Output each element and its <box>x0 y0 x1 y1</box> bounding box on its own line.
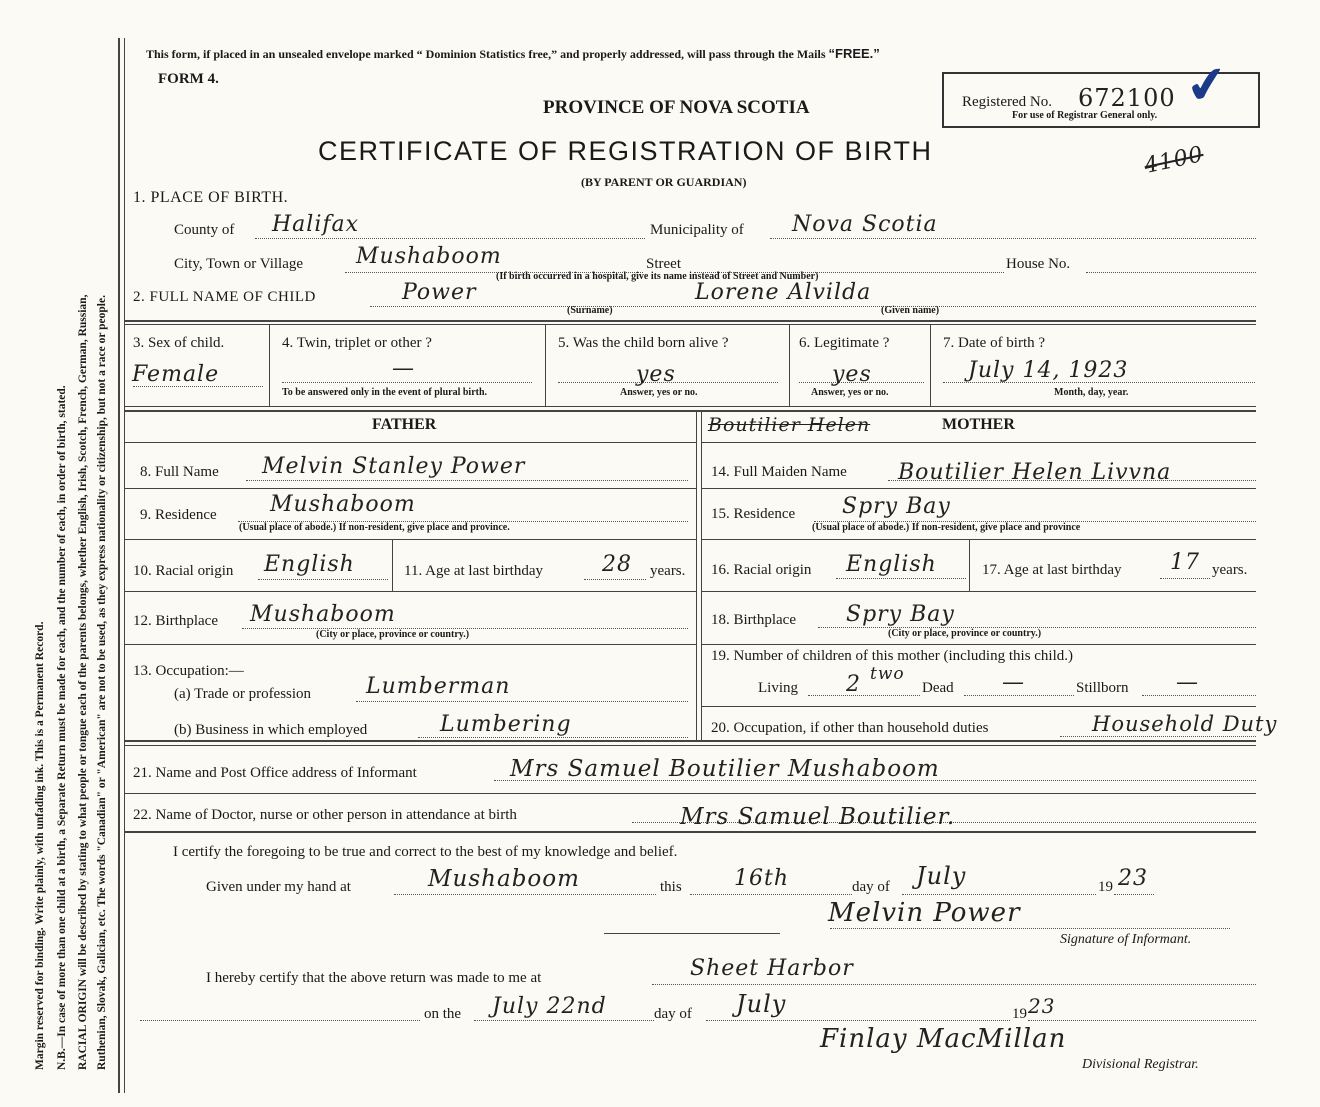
father-trade-value: Lumberman <box>366 674 511 699</box>
mother-racial-label: 16. Racial origin <box>711 562 812 578</box>
father-birthplace-note: (City or place, province or country.) <box>316 629 470 640</box>
margin-rule <box>118 38 120 1093</box>
father-racial-value: English <box>264 552 355 577</box>
mother-name-value: Boutilier Helen Livvna <box>898 460 1172 485</box>
municipality-label: Municipality of <box>650 222 744 238</box>
mother-name-label: 14. Full Maiden Name <box>711 464 847 480</box>
twin-value: — <box>392 356 415 381</box>
stillborn-value: — <box>1176 670 1199 695</box>
city-label: City, Town or Village <box>174 256 304 272</box>
registration-month-value: July <box>736 990 787 1018</box>
registration-year-prefix: 19 <box>1012 1006 1027 1022</box>
doctor-label: 22. Name of Doctor, nurse or other person in attendance at birth <box>133 807 517 823</box>
registration-day-value: July 22nd <box>492 994 607 1019</box>
margin-rule-inner <box>124 38 125 1093</box>
registrar-statement: I hereby certify that the above return was made to me at <box>206 970 542 986</box>
mother-occupation-label: 20. Occupation, if other than household duties <box>711 720 989 736</box>
margin-note-racial-origin-2: Ruthenian, Slovak, Galician, etc. The words "Canadian" or "American" are not to be used, as they express nationality or citizenship, but not a race or people. <box>96 295 108 1070</box>
child-given-name-value: Lorene Alvilda <box>695 280 872 305</box>
registered-note: For use of Registrar General only. <box>1012 110 1158 121</box>
father-racial-label: 10. Racial origin <box>133 563 234 579</box>
page-title: CERTIFICATE OF REGISTRATION OF BIRTH <box>318 136 933 166</box>
struck-number: 4100 <box>1142 142 1206 179</box>
child-name-label: 2. FULL NAME OF CHILD <box>133 289 316 305</box>
doctor-value: Mrs Samuel Boutilier. <box>680 804 956 830</box>
registrar-caption: Divisional Registrar. <box>1082 1057 1199 1072</box>
surname-caption: (Surname) <box>567 305 613 316</box>
registrar-signature: Finlay MacMillan <box>820 1024 1067 1054</box>
father-age-label: 11. Age at last birthday <box>404 563 543 579</box>
mother-birthplace-label: 18. Birthplace <box>711 612 796 628</box>
registration-year-value: 23 <box>1028 994 1056 1018</box>
living-word: two <box>870 664 905 684</box>
father-birthplace-label: 12. Birthplace <box>133 613 218 629</box>
stillborn-label: Stillborn <box>1076 680 1129 696</box>
checkmark-icon: ✔ <box>1182 54 1232 116</box>
legitimate-value: yes <box>832 362 872 387</box>
father-birthplace-value: Mushaboom <box>250 602 396 627</box>
given-name-caption: (Given name) <box>881 305 940 316</box>
margin-note-nb: N.B.—In case of more than one child at a birth, a Separate Return must be made for each, and the number of each, in order of birth, stated. <box>56 385 68 1070</box>
father-age-unit: years. <box>650 563 686 579</box>
province-heading: PROVINCE OF NOVA SCOTIA <box>543 97 810 118</box>
father-residence-note: (Usual place of abode.) If non-resident, give place and province. <box>239 522 510 533</box>
mother-age-unit: years. <box>1212 562 1248 578</box>
father-name-value: Melvin Stanley Power <box>262 454 526 479</box>
mother-racial-value: English <box>846 552 937 577</box>
legitimate-note: Answer, yes or no. <box>811 387 889 398</box>
day-value: 16th <box>734 866 790 891</box>
page-subtitle: (BY PARENT OR GUARDIAN) <box>581 175 747 189</box>
born-alive-label: 5. Was the child born alive ? <box>558 335 729 351</box>
on-the-label: on the <box>424 1006 462 1022</box>
father-occupation-label: 13. Occupation:— <box>133 663 244 679</box>
year-prefix: 19 <box>1098 879 1113 895</box>
father-residence-value: Mushaboom <box>270 492 416 517</box>
born-alive-note: Answer, yes or no. <box>620 387 698 398</box>
born-alive-value: yes <box>636 362 676 387</box>
father-age-value: 28 <box>602 552 632 577</box>
mother-residence-label: 15. Residence <box>711 506 796 522</box>
father-heading: FATHER <box>372 416 437 433</box>
living-label: Living <box>758 680 798 696</box>
month-value: July <box>916 862 967 890</box>
informant-label: 21. Name and Post Office address of Informant <box>133 765 417 781</box>
signature-caption: Signature of Informant. <box>1060 932 1192 947</box>
twin-label: 4. Twin, triplet or other ? <box>282 335 432 351</box>
registration-day-of-label: day of <box>654 1006 692 1022</box>
sex-value: Female <box>132 362 220 387</box>
given-place-value: Mushaboom <box>428 866 580 892</box>
margin-note-racial-origin: RACIAL ORIGIN will be described by stating to what people or tongue each of the parents belongs, whether English, Irish, Scotch, French, German, Russian, <box>77 294 89 1070</box>
mother-residence-value: Spry Bay <box>842 494 951 519</box>
form-number: FORM 4. <box>158 71 219 87</box>
mother-age-value: 17 <box>1170 550 1200 575</box>
date-of-birth-note: Month, day, year. <box>1054 387 1129 398</box>
father-residence-label: 9. Residence <box>140 507 217 523</box>
house-number-label: House No. <box>1006 256 1071 272</box>
mother-birthplace-note: (City or place, province or country.) <box>888 628 1042 639</box>
date-of-birth-value: July 14, 1923 <box>968 358 1129 383</box>
legitimate-label: 6. Legitimate ? <box>799 335 890 351</box>
father-business-value: Lumbering <box>440 712 572 737</box>
registrar-place-value: Sheet Harbor <box>690 956 854 981</box>
living-value: 2 <box>846 672 861 697</box>
twin-note: To be answered only in the event of plural birth. <box>282 387 488 398</box>
mother-birthplace-value: Spry Bay <box>846 602 955 627</box>
registered-number: 672100 <box>1078 84 1176 112</box>
father-name-label: 8. Full Name <box>140 464 219 480</box>
father-trade-label: (a) Trade or profession <box>174 686 312 702</box>
mother-heading: MOTHER <box>942 416 1015 433</box>
certification-statement: I certify the foregoing to be true and correct to the best of my knowledge and belief. <box>173 844 678 860</box>
hospital-note: (If birth occurred in a hospital, give its name instead of Street and Number) <box>496 271 819 282</box>
place-of-birth-heading: 1. PLACE OF BIRTH. <box>133 189 289 206</box>
county-value: Halifax <box>272 212 360 237</box>
dead-label: Dead <box>922 680 954 696</box>
postal-notice: This form, if placed in an unsealed envelope marked “ Dominion Statistics free,” and properly addressed, will pass through the Mails “FREE.” <box>146 46 880 61</box>
sex-label: 3. Sex of child. <box>133 335 225 351</box>
registered-label: Registered No. <box>962 94 1052 110</box>
margin-note-binding: Margin reserved for binding. Write plainly, with unfading ink. This is a Permanent Record. <box>34 621 46 1070</box>
father-business-label: (b) Business in which employed <box>174 722 368 738</box>
municipality-value: Nova Scotia <box>792 212 938 237</box>
this-label: this <box>660 879 682 895</box>
children-count-label: 19. Number of children of this mother (including this child.) <box>711 648 1074 664</box>
mother-occupation-value: Household Duty <box>1092 712 1278 736</box>
dead-value: — <box>1002 670 1025 695</box>
city-value: Mushaboom <box>356 244 502 269</box>
day-of-label: day of <box>852 879 890 895</box>
informant-value: Mrs Samuel Boutilier Mushaboom <box>510 756 940 782</box>
mother-age-label: 17. Age at last birthday <box>982 562 1122 578</box>
county-label: County of <box>174 222 235 238</box>
street-label: Street <box>646 256 681 272</box>
mother-residence-note: (Usual place of abode.) If non-resident, give place and province <box>812 522 1081 533</box>
date-of-birth-label: 7. Date of birth ? <box>943 335 1046 351</box>
informant-signature: Melvin Power <box>828 898 1021 928</box>
given-under-label: Given under my hand at <box>206 879 351 895</box>
child-surname-value: Power <box>402 280 477 305</box>
year-value: 23 <box>1118 866 1148 891</box>
mother-struck-text: Boutilier Helen <box>708 414 871 436</box>
